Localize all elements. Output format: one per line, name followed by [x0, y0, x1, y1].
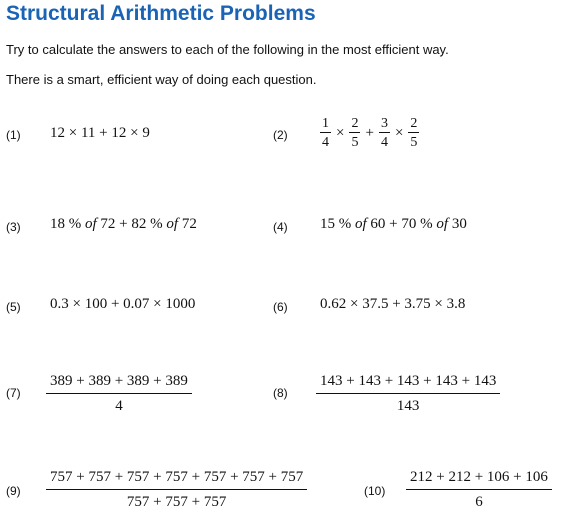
question-10-label: (10) — [364, 484, 386, 498]
question-7-fraction — [46, 373, 192, 415]
fraction-numerator: 757 + 757 + 757 + 757 + 757 + 757 + 757 — [46, 469, 307, 490]
question-8-label: (8) — [273, 386, 288, 400]
fraction-denominator: 6 — [475, 494, 483, 510]
fraction-numerator: 1 — [322, 116, 329, 131]
fraction-numerator: 2 — [351, 116, 359, 131]
fraction-numerator: 389 + 389 + 389 + 389 — [46, 373, 192, 394]
operator: × — [336, 124, 345, 141]
fraction-denominator: 5 — [351, 135, 359, 150]
operator: × — [394, 124, 404, 141]
fraction — [349, 116, 360, 150]
fraction-numerator: 143 + 143 + 143 + 143 + 143 — [316, 373, 500, 394]
intro-text-2: There is a smart, efficient way of doing each question. — [6, 72, 317, 87]
question-10-fraction — [406, 469, 552, 511]
question-5-expression: 0.3 × 100 + 0.07 × 1000 — [50, 296, 196, 312]
question-4-expression: 15 % of 60 + 70 % of 30 — [320, 216, 467, 232]
fraction-denominator: 4 — [115, 398, 123, 414]
fraction-numerator: 2 — [410, 116, 418, 131]
question-1-expression: 12 × 11 + 12 × 9 — [50, 125, 150, 141]
fraction-denominator: 5 — [410, 135, 418, 150]
question-2-label: (2) — [273, 128, 288, 142]
fraction — [320, 116, 331, 150]
fraction-denominator: 143 — [396, 398, 420, 414]
question-9-label: (9) — [6, 484, 21, 498]
question-7-label: (7) — [6, 386, 21, 400]
operator: + — [365, 124, 374, 141]
fraction — [408, 116, 419, 150]
fraction — [379, 116, 390, 150]
fraction-denominator: 757 + 757 + 757 — [126, 494, 227, 510]
question-9-fraction — [46, 469, 307, 511]
fraction-numerator: 212 + 212 + 106 + 106 — [406, 469, 552, 490]
question-2-expression — [318, 116, 421, 150]
question-4-label: (4) — [273, 220, 288, 234]
question-3-expression: 18 % of 72 + 82 % of 72 — [50, 216, 197, 232]
intro-text-1: Try to calculate the answers to each of the following in the most efficient way. — [6, 42, 449, 57]
fraction-numerator: 3 — [380, 116, 388, 131]
question-3-label: (3) — [6, 220, 21, 234]
page-title: Structural Arithmetic Problems — [6, 2, 316, 25]
fraction-denominator: 4 — [322, 135, 329, 150]
question-6-expression: 0.62 × 37.5 + 3.75 × 3.8 — [320, 296, 466, 312]
fraction-denominator: 4 — [380, 135, 388, 150]
question-5-label: (5) — [6, 300, 21, 314]
question-6-label: (6) — [273, 300, 288, 314]
question-8-fraction — [316, 373, 500, 415]
question-1-label: (1) — [6, 128, 21, 142]
